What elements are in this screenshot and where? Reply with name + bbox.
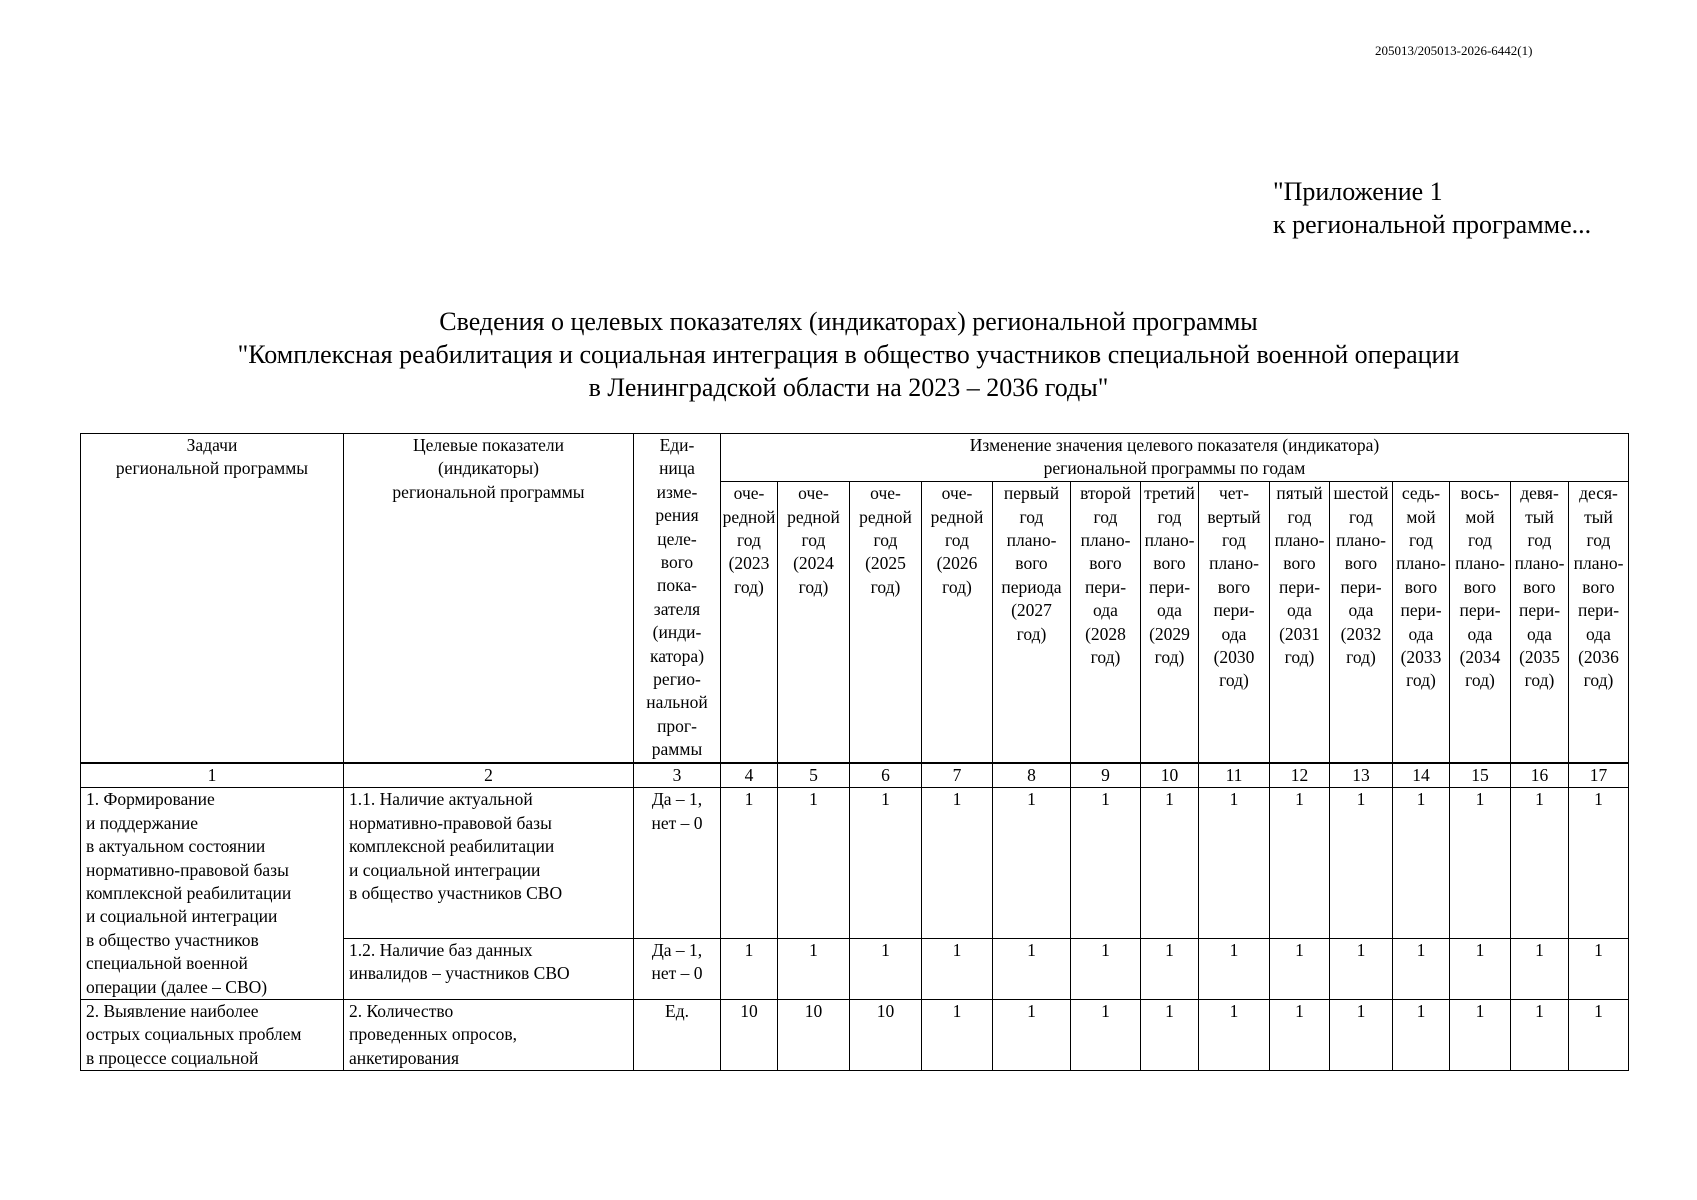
header-year-line: плано- (1336, 530, 1386, 551)
header-unit-line: вого (660, 552, 694, 573)
unit-line: Ед. (665, 1001, 689, 1022)
header-year-line: ода (1221, 623, 1247, 644)
header-tasks-line: региональной программы (115, 458, 309, 479)
header-year-line: девя- (1520, 483, 1559, 504)
header-year-line: год (1222, 530, 1246, 551)
header-year-group (721, 434, 1629, 482)
table-row (81, 1000, 1629, 1071)
task-line: 1. Формирование (86, 789, 215, 810)
header-year-line: год (1157, 506, 1182, 527)
value-cell: 1 (1450, 939, 1511, 1000)
header-year-line: ода (1527, 623, 1552, 644)
value-cell: 1 (721, 788, 778, 939)
column-number: 16 (1511, 764, 1569, 788)
header-year-cell (1569, 482, 1629, 762)
value-cell: 1 (1393, 788, 1450, 939)
header-year-cell (1330, 482, 1393, 762)
header-year-line: (2034 (1459, 647, 1501, 668)
header-year-line: (2028 (1085, 623, 1126, 644)
header-year-line: пери- (1340, 576, 1382, 597)
header-year-line: пери- (1518, 600, 1561, 621)
column-number: 7 (922, 764, 993, 788)
header-year-line: чет- (1218, 483, 1250, 504)
header-year-line: вого (1582, 576, 1615, 597)
header-year-line: год) (1219, 670, 1249, 691)
value-cell: 1 (850, 939, 922, 1000)
column-number: 17 (1569, 764, 1629, 788)
header-unit-line: изме- (656, 481, 698, 502)
unit-cell (634, 1000, 721, 1071)
header-unit-line: прог- (657, 715, 697, 736)
header-year-line: периода (1001, 576, 1062, 597)
header-year-line: (2031 (1279, 623, 1320, 644)
header-year-line: мой (1465, 506, 1495, 527)
header-year-line: год (1019, 506, 1044, 527)
header-year-line: тый (1584, 506, 1613, 527)
header-year-line: год) (1406, 670, 1436, 691)
header-unit-line: раммы (651, 739, 703, 760)
header-unit-line: зателя (653, 598, 701, 619)
value-cell: 1 (1511, 1000, 1569, 1071)
value-cell: 1 (1071, 939, 1141, 1000)
header-year-line: год) (942, 576, 972, 597)
header-year-line: шестой (1333, 483, 1389, 504)
header-year-line: вого (1283, 553, 1316, 574)
header-year-line: год) (1346, 647, 1376, 668)
indicator-line: проведенных опросов, (349, 1024, 518, 1045)
task-line: острых социальных проблем (86, 1024, 302, 1045)
value-cell: 1 (1569, 1000, 1629, 1071)
header-year-line: оче- (870, 483, 901, 504)
indicator-line: инвалидов – участников СВО (349, 963, 570, 984)
header-unit-line: Еди- (659, 435, 695, 455)
value-cell: 1 (1141, 1000, 1199, 1071)
column-number: 14 (1393, 764, 1450, 788)
column-number: 13 (1330, 764, 1393, 788)
header-tasks (81, 434, 344, 763)
header-year-line: ода (1348, 600, 1374, 621)
column-number: 5 (778, 764, 850, 788)
header-year-line: оче- (941, 483, 973, 504)
value-cell: 1 (1270, 939, 1330, 1000)
value-cell: 1 (778, 939, 850, 1000)
value-cell: 1 (993, 939, 1071, 1000)
header-year-line: вого (1089, 553, 1122, 574)
header-indicators-line: Целевые показатели (413, 435, 564, 455)
task-line: в актуальном состоянии (86, 836, 266, 857)
header-year-cell (1511, 482, 1569, 762)
value-cell: 1 (721, 939, 778, 1000)
header-year-line: (2035 (1519, 647, 1560, 668)
header-year-line: ода (1586, 623, 1611, 644)
task-line: и социальной интеграции (86, 906, 278, 927)
value-cell: 1 (1393, 1000, 1450, 1071)
header-indicators-line: региональной программы (392, 481, 585, 502)
column-number: 2 (344, 764, 634, 788)
header-year-group-line: региональной программы по годам (1043, 458, 1306, 479)
task-cell (81, 1000, 344, 1071)
task-line: в общество участников (86, 929, 259, 950)
value-cell: 1 (993, 1000, 1071, 1071)
value-cell: 1 (1330, 788, 1393, 939)
header-year-cell (1071, 482, 1141, 762)
title-line-1: Сведения о целевых показателях (индикаторах) региональной программы (439, 307, 1258, 336)
header-year-line: год) (1090, 647, 1121, 668)
title-line-2: "Комплексная реабилитация и социальная интеграция в общество участников специальной военной операции (237, 340, 1460, 369)
value-cell: 1 (1199, 788, 1270, 939)
value-cell: 1 (1270, 1000, 1330, 1071)
header-year-line: год) (798, 576, 829, 597)
header-year-line: редной (859, 506, 912, 527)
task-cell (81, 788, 344, 1000)
value-cell: 1 (1141, 788, 1199, 939)
header-year-line: год) (1524, 670, 1555, 691)
document-title (0, 305, 1697, 404)
task-line: 2. Выявление наиболее (86, 1001, 259, 1022)
header-year-line: год) (870, 576, 901, 597)
header-year-line: (2036 (1578, 647, 1619, 668)
value-cell: 1 (1199, 939, 1270, 1000)
header-year-line: (2023 (728, 553, 770, 574)
header-year-line: тый (1525, 506, 1554, 527)
header-year-line: третий (1144, 483, 1195, 504)
value-cell: 1 (1450, 788, 1511, 939)
unit-cell (634, 939, 721, 1000)
header-year-line: вого (1463, 576, 1497, 597)
header-year-line: год) (1284, 647, 1315, 668)
task-line: операции (далее – СВО) (86, 976, 268, 997)
header-year-line: год (737, 530, 761, 551)
column-number: 4 (721, 764, 778, 788)
value-cell: 1 (1071, 788, 1141, 939)
header-year-line: (2033 (1400, 647, 1442, 668)
indicator-line: анкетирования (349, 1047, 460, 1068)
value-cell: 1 (1141, 939, 1199, 1000)
header-year-line: плано- (1514, 553, 1565, 574)
document-number: 205013/205013-2026-6442(1) (1375, 43, 1533, 58)
value-cell: 1 (922, 788, 993, 939)
header-indicators-line: (индикаторы) (438, 458, 539, 479)
header-year-line: (2032 (1340, 623, 1382, 644)
header-year-line: первый (1003, 483, 1060, 504)
indicator-line: в общество участников СВО (349, 883, 563, 904)
column-numbers-row (81, 764, 1629, 788)
header-year-line: год (801, 530, 826, 551)
header-year-cell (1199, 482, 1270, 762)
header-year-line: вого (1217, 576, 1251, 597)
header-unit-line: рения (655, 505, 699, 526)
header-year-line: плано- (1573, 553, 1624, 574)
task-line: нормативно-правовой базы (86, 859, 289, 880)
header-unit-line: ница (659, 458, 695, 479)
unit-line: нет – 0 (651, 963, 703, 984)
appendix-line-1: "Приложение 1 (1273, 177, 1443, 206)
header-year-line: вого (1015, 553, 1048, 574)
header-year-line: второй (1080, 483, 1131, 504)
indicator-line: и социальной интеграции (349, 859, 541, 880)
value-cell: 1 (922, 939, 993, 1000)
value-cell: 1 (1071, 1000, 1141, 1071)
column-number: 1 (81, 764, 344, 788)
header-year-line: вого (1153, 553, 1186, 574)
header-year-line: пятый (1276, 483, 1323, 504)
header-year-line: год) (734, 576, 764, 597)
value-cell: 1 (1393, 939, 1450, 1000)
header-year-line: год (1586, 530, 1611, 551)
header-year-line: ода (1157, 600, 1182, 621)
column-number: 11 (1199, 764, 1270, 788)
header-year-line: ода (1408, 623, 1434, 644)
indicators-table-header (80, 433, 1629, 763)
header-year-line: (2030 (1213, 647, 1255, 668)
indicator-line: нормативно-правовой базы (349, 812, 552, 833)
header-year-line: редной (787, 506, 840, 527)
header-year-line: пери- (1213, 600, 1255, 621)
unit-line: Да – 1, (651, 789, 703, 810)
header-year-line: редной (722, 506, 776, 527)
header-year-line: год) (1154, 647, 1185, 668)
value-cell: 1 (1199, 1000, 1270, 1071)
header-year-line: год) (1465, 670, 1495, 691)
task-line: и поддержание (86, 812, 199, 833)
header-unit-line: катора) (649, 645, 705, 666)
task-line: комплексной реабилитации (86, 883, 292, 904)
appendix-line-2: к региональной программе... (1273, 210, 1592, 239)
header-year-line: плано- (1080, 530, 1131, 551)
header-unit-line: пока- (657, 575, 697, 596)
indicator-line: 1.2. Наличие баз данных (349, 940, 533, 961)
header-year-line: оче- (798, 483, 829, 504)
header-tasks-line: Задачи (186, 435, 238, 455)
value-cell: 1 (850, 788, 922, 939)
header-year-line: мой (1406, 506, 1436, 527)
value-cell: 1 (993, 788, 1071, 939)
unit-line: нет – 0 (651, 812, 703, 833)
header-year-line: вого (1344, 553, 1378, 574)
header-year-line: год) (1583, 670, 1614, 691)
header-year-line: редной (930, 506, 984, 527)
value-cell: 1 (1569, 788, 1629, 939)
table-row (81, 788, 1629, 939)
column-number: 15 (1450, 764, 1511, 788)
value-cell: 1 (1450, 1000, 1511, 1071)
header-year-line: плано- (1144, 530, 1195, 551)
column-number: 3 (634, 764, 721, 788)
header-year-line: плано- (1209, 553, 1259, 574)
header-year-line: ода (1287, 600, 1312, 621)
header-year-cell (922, 482, 993, 762)
indicator-line: 1.1. Наличие актуальной (349, 789, 533, 810)
header-year-cell (1270, 482, 1330, 762)
column-number: 8 (993, 764, 1071, 788)
value-cell: 1 (1330, 939, 1393, 1000)
header-year-line: седь- (1401, 483, 1441, 504)
header-year-cell (850, 482, 922, 762)
header-year-cell (993, 482, 1071, 762)
header-year-line: (2026 (936, 553, 978, 574)
header-year-line: вось- (1460, 483, 1500, 504)
indicator-line: комплексной реабилитации (349, 836, 555, 857)
header-year-cell (721, 482, 778, 762)
header-year-line: пери- (1148, 576, 1191, 597)
header-year-line: вого (1404, 576, 1438, 597)
indicator-line: 2. Количество (349, 1001, 454, 1022)
indicators-table-body (80, 763, 1629, 1071)
value-cell: 1 (778, 788, 850, 939)
column-number: 12 (1270, 764, 1330, 788)
header-year-line: год (1409, 530, 1433, 551)
header-year-line: год (1287, 506, 1312, 527)
header-year-line: (2024 (793, 553, 834, 574)
header-year-group-line: Изменение значения целевого показателя (индикатора) (969, 435, 1380, 455)
header-year-line: год (1468, 530, 1492, 551)
value-cell: 10 (778, 1000, 850, 1071)
header-year-line: пери- (1084, 576, 1127, 597)
header-year-line: ода (1093, 600, 1118, 621)
header-year-line: пери- (1459, 600, 1501, 621)
title-line-3: в Ленинградской области на 2023 – 2036 годы" (588, 373, 1109, 402)
header-year-line: год (945, 530, 969, 551)
header-year-line: (2029 (1149, 623, 1190, 644)
header-year-line: год (1527, 530, 1552, 551)
appendix-note (1273, 175, 1591, 241)
header-year-line: ода (1467, 623, 1493, 644)
column-number: 10 (1141, 764, 1199, 788)
header-year-cell (1393, 482, 1450, 762)
header-year-cell (1141, 482, 1199, 762)
column-number: 9 (1071, 764, 1141, 788)
indicator-cell (344, 788, 634, 939)
header-year-line: год (1349, 506, 1373, 527)
header-year-line: (2027 (1011, 600, 1052, 621)
header-unit-line: целе- (657, 528, 697, 549)
header-year-line: вертый (1207, 506, 1261, 527)
header-year-line: деся- (1579, 483, 1618, 504)
header-year-line: плано- (1274, 530, 1325, 551)
header-year-cell (778, 482, 850, 762)
value-cell: 1 (1270, 788, 1330, 939)
header-year-line: плано- (1396, 553, 1446, 574)
header-year-line: год) (1016, 623, 1047, 644)
header-year-line: пери- (1278, 576, 1321, 597)
header-year-line: пери- (1577, 600, 1620, 621)
value-cell: 1 (922, 1000, 993, 1071)
header-unit-line: регио- (653, 669, 701, 690)
header-year-line: пери- (1400, 600, 1442, 621)
header-indicators (344, 434, 634, 763)
value-cell: 10 (850, 1000, 922, 1071)
task-line: специальной военной (86, 953, 248, 974)
header-year-line: год (873, 530, 898, 551)
value-cell: 1 (1511, 939, 1569, 1000)
header-unit (634, 434, 721, 763)
task-line: в процессе социальной (86, 1047, 259, 1068)
value-cell: 1 (1569, 939, 1629, 1000)
unit-cell (634, 788, 721, 939)
header-year-line: плано- (1455, 553, 1505, 574)
value-cell: 1 (1511, 788, 1569, 939)
header-year-line: оче- (733, 483, 765, 504)
indicator-cell (344, 1000, 634, 1071)
value-cell: 10 (721, 1000, 778, 1071)
header-year-line: год (1093, 506, 1118, 527)
indicator-cell (344, 939, 634, 1000)
value-cell: 1 (1330, 1000, 1393, 1071)
column-number: 6 (850, 764, 922, 788)
header-year-line: вого (1523, 576, 1556, 597)
header-year-cell (1450, 482, 1511, 762)
header-year-line: плано- (1006, 530, 1057, 551)
header-unit-line: нальной (646, 692, 708, 713)
unit-line: Да – 1, (651, 940, 703, 961)
header-year-line: (2025 (865, 553, 906, 574)
header-unit-line: (инди- (652, 622, 702, 643)
